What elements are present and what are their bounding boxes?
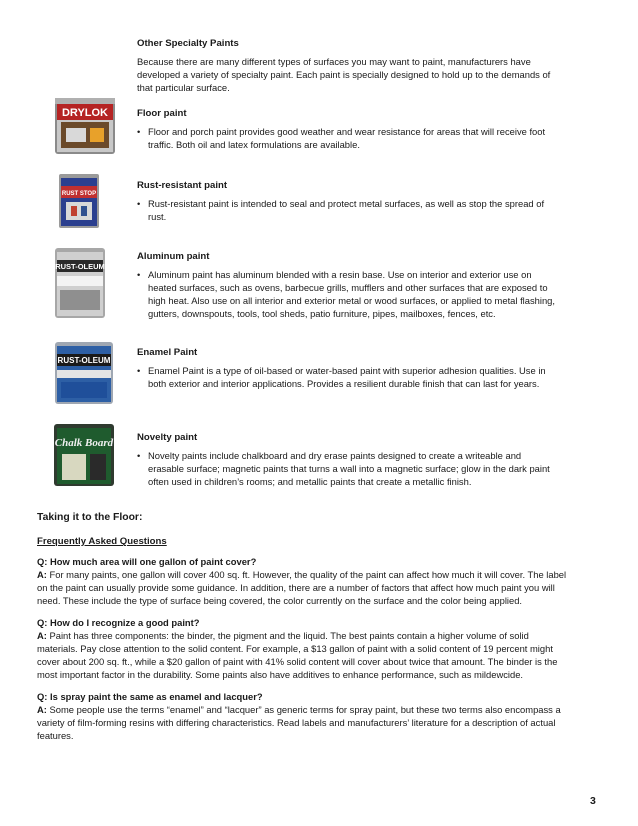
floor-paint-section	[137, 107, 557, 151]
faq-item	[37, 555, 567, 607]
intro-text: Because there are many different types of surfaces you may want to paint, manufacturers have developed a variety of specialty paint. Each paint is specially designed to hold up to the demands of that particular surface.	[137, 56, 551, 93]
faq-answer-text: For many paints, one gallon will cover 400 sq. ft. However, the quality of the paint can affect how much it will cover. The label on the paint can usually provide some guidance. In addition, there are a number of factors that affect how much paint you will need. These include the type of surface being covered, the color currently on the surface and the color being applied.	[37, 569, 567, 606]
novelty-paint-section	[137, 431, 557, 488]
faq-question: Q: How much area will one gallon of paint cover?	[37, 556, 257, 567]
faq-answer-text: Paint has three components: the binder, the pigment and the liquid. The best paints contain a higher volume of solid materials. Pay close attention to the solid content. For example, a $13 gallon of paint with a solid content of 19 percent might cover about 200 sq. ft., while a $20 gallon of paint with 41% solid content will cover about twice that amount. The binder is the most important factor in the durability. Some paints also have additives to enhance performance, such as mildewcide.	[37, 630, 558, 680]
rust-resistant-paint-heading: Rust-resistant paint	[137, 180, 228, 191]
intro-heading: Other Specialty Paints	[137, 38, 239, 49]
rust-resistant-paint-section	[137, 179, 557, 223]
rust-stop-can-image	[56, 172, 102, 230]
floor-paint-heading: Floor paint	[137, 108, 187, 119]
aluminum-paint-section	[137, 250, 557, 320]
chalkboard-can-image	[52, 422, 116, 488]
enamel-paint-heading: Enamel Paint	[137, 347, 198, 358]
can-label: RUST STOP	[61, 191, 97, 197]
novelty-paint-heading: Novelty paint	[137, 432, 198, 443]
faq-subheading: Frequently Asked Questions	[37, 536, 167, 547]
faq-item	[37, 616, 567, 681]
faq-section	[37, 511, 567, 742]
can-label: Chalk Board	[54, 437, 114, 449]
enamel-paint-bullet: • Enamel Paint is a type of oil-based or water-based paint with superior adhesion qualities. Use in both exterior and interior applications. Provides a resilient durable finish that can last for years.	[137, 364, 557, 390]
faq-answer-prefix: A:	[37, 630, 47, 641]
section-heading: Taking it to the Floor:	[37, 512, 143, 523]
drylok-can-image	[52, 94, 118, 156]
page-number: 3	[590, 795, 596, 807]
rustoleum-enamel-can-image	[52, 340, 116, 406]
floor-paint-bullet: • Floor and porch paint provides good weather and wear resistance for areas that will receive foot traffic. Both oil and latex formulations are available.	[137, 125, 557, 151]
faq-question: Q: Is spray paint the same as enamel and lacquer?	[37, 691, 263, 702]
faq-answer-prefix: A:	[37, 569, 47, 580]
rust-resistant-paint-bullet: • Rust-resistant paint is intended to seal and protect metal surfaces, as well as stop the spread of rust.	[137, 197, 557, 223]
faq-answer	[37, 703, 567, 742]
can-label: DRYLOK	[61, 107, 109, 119]
can-label: RUST-OLEUM	[57, 356, 111, 365]
faq-answer-prefix: A:	[37, 704, 47, 715]
faq-question: Q: How do I recognize a good paint?	[37, 617, 200, 628]
novelty-paint-bullet: • Novelty paints include chalkboard and dry erase paints designed to create a writeable and erasable surface; magnetic paints that turns a wall into a magnetic surface; glow in the dark paint often used in children’s rooms; and metallic paints that create a metallic finish.	[137, 449, 557, 488]
enamel-paint-section	[137, 346, 557, 390]
faq-answer-text: Some people use the terms “enamel” and “lacquer” as generic terms for spray paint, but these two terms also encompass a variety of film-forming resins with differing characteristics. Read labels and manufacturers’ literature for a description of actual features.	[37, 704, 561, 741]
rustoleum-aluminum-can-image	[52, 246, 108, 320]
aluminum-paint-bullet: • Aluminum paint has aluminum blended with a resin base. Use on interior and exterior use on heated surfaces, such as ovens, barbecue grills, mufflers and other surfaces that are exposed to high heat. Also use on all interior and exterior metal or wood surfaces, or applied to metal flashing, gutters, downspouts, tools, tool sheds, patio furniture, pipes, mailboxes, fences, etc.	[137, 268, 557, 320]
aluminum-paint-heading: Aluminum paint	[137, 251, 210, 262]
can-label: RUST-OLEUM	[55, 262, 105, 271]
faq-answer	[37, 568, 567, 607]
faq-answer	[37, 629, 567, 681]
intro-section	[137, 37, 557, 94]
faq-item	[37, 690, 567, 742]
